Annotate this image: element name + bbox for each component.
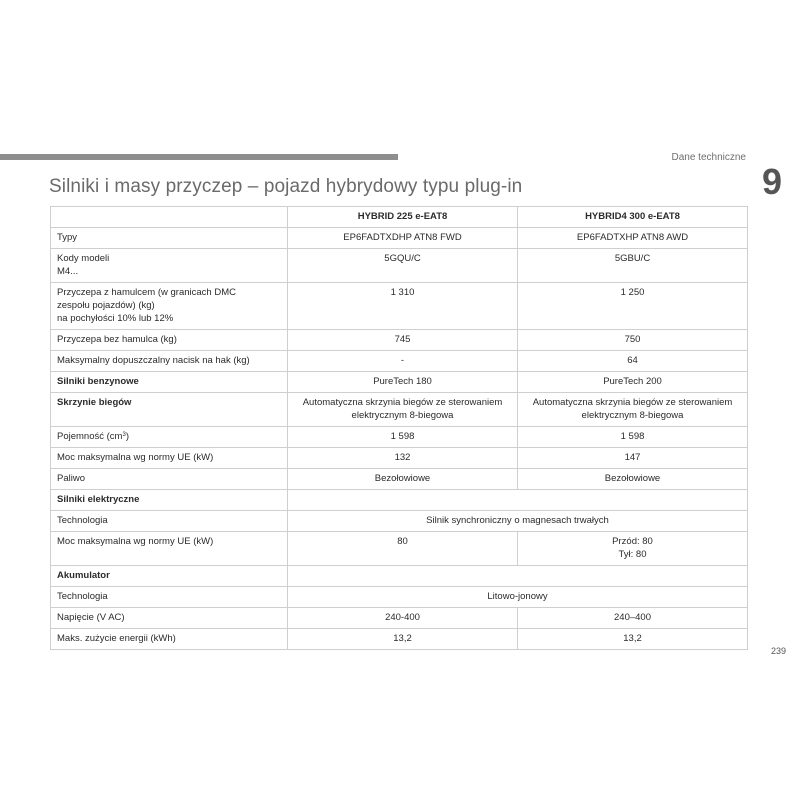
cell-value bbox=[288, 393, 518, 427]
cell-value: 240-400 bbox=[288, 608, 518, 629]
table-row bbox=[51, 608, 748, 629]
table-row bbox=[51, 629, 748, 650]
row-label bbox=[51, 427, 288, 448]
cell-value: EP6FADTXDHP ATN8 FWD bbox=[288, 228, 518, 249]
cell-value-line: Tył: 80 bbox=[618, 549, 647, 560]
table-row bbox=[51, 228, 748, 249]
table-row bbox=[51, 427, 748, 448]
table-section-row bbox=[51, 566, 748, 587]
cell-value: Bezołowiowe bbox=[288, 469, 518, 490]
section-heading: Silniki elektryczne bbox=[51, 490, 288, 511]
row-label-line: zespołu pojazdów) (kg) bbox=[57, 300, 155, 311]
table-row bbox=[51, 351, 748, 372]
cell-value: 745 bbox=[288, 330, 518, 351]
empty-cell bbox=[288, 566, 748, 587]
table-row bbox=[51, 587, 748, 608]
table-row bbox=[51, 330, 748, 351]
cell-value: 64 bbox=[518, 351, 748, 372]
cell-value: 13,2 bbox=[518, 629, 748, 650]
superscript: 3 bbox=[122, 432, 126, 438]
header-cell-hybrid4-300: HYBRID4 300 e-EAT8 bbox=[518, 207, 748, 228]
chapter-number: 9 bbox=[761, 161, 782, 202]
cell-value: - bbox=[288, 351, 518, 372]
row-label-line: Przyczepa z hamulcem (w granicach DMC bbox=[57, 287, 236, 298]
row-label-line: M4... bbox=[57, 266, 79, 277]
table-row bbox=[51, 511, 748, 532]
row-label-line: na pochyłości 10% lub 12% bbox=[57, 313, 174, 324]
cell-value-line: elektrycznym 8-biegowa bbox=[351, 410, 454, 421]
row-label: Przyczepa bez hamulca (kg) bbox=[51, 330, 288, 351]
table-row bbox=[51, 532, 748, 566]
cell-value bbox=[518, 393, 748, 427]
cell-value: 240–400 bbox=[518, 608, 748, 629]
row-label: Napięcie (V AC) bbox=[51, 608, 288, 629]
table-row bbox=[51, 448, 748, 469]
cell-value: 132 bbox=[288, 448, 518, 469]
row-label bbox=[51, 283, 288, 330]
cell-value: 147 bbox=[518, 448, 748, 469]
header-rule bbox=[0, 154, 398, 160]
cell-value: PureTech 200 bbox=[518, 372, 748, 393]
cell-value: 1 310 bbox=[288, 283, 518, 330]
cell-value-line: elektrycznym 8-biegowa bbox=[581, 410, 684, 421]
cell-value: 1 598 bbox=[518, 427, 748, 448]
row-label: Silniki benzynowe bbox=[51, 372, 288, 393]
cell-value: Bezołowiowe bbox=[518, 469, 748, 490]
row-label: Skrzynie biegów bbox=[51, 393, 288, 427]
cell-value-line: Automatyczna skrzynia biegów ze sterowaniem bbox=[302, 397, 503, 408]
header-cell-empty bbox=[51, 207, 288, 228]
section-heading: Akumulator bbox=[51, 566, 288, 587]
cell-value: EP6FADTXHP ATN8 AWD bbox=[518, 228, 748, 249]
header-cell-hybrid225: HYBRID 225 e-EAT8 bbox=[288, 207, 518, 228]
cell-value: 1 598 bbox=[288, 427, 518, 448]
table-header-row bbox=[51, 207, 748, 228]
table-row bbox=[51, 393, 748, 427]
row-label: Paliwo bbox=[51, 469, 288, 490]
cell-value: 5GQU/C bbox=[288, 249, 518, 283]
page-title: Silniki i masy przyczep – pojazd hybrydowy typu plug-in bbox=[49, 176, 523, 197]
section-label: Dane techniczne bbox=[671, 152, 746, 163]
table-row bbox=[51, 372, 748, 393]
empty-cell bbox=[288, 490, 748, 511]
row-label bbox=[51, 249, 288, 283]
table-row bbox=[51, 283, 748, 330]
cell-value-merged: Litowo-jonowy bbox=[288, 587, 748, 608]
cell-value: 5GBU/C bbox=[518, 249, 748, 283]
row-label-line: Kody modeli bbox=[57, 253, 110, 264]
row-label: Typy bbox=[51, 228, 288, 249]
row-label-text: Pojemność (cm bbox=[57, 431, 123, 442]
spec-table bbox=[50, 206, 748, 650]
table-row bbox=[51, 469, 748, 490]
cell-value bbox=[518, 532, 748, 566]
page-number: 239 bbox=[770, 646, 786, 656]
cell-value: 1 250 bbox=[518, 283, 748, 330]
cell-value: PureTech 180 bbox=[288, 372, 518, 393]
row-label: Technologia bbox=[51, 587, 288, 608]
row-label: Maksymalny dopuszczalny nacisk na hak (kg) bbox=[51, 351, 288, 372]
row-label: Technologia bbox=[51, 511, 288, 532]
row-label: Moc maksymalna wg normy UE (kW) bbox=[51, 532, 288, 566]
cell-value: 13,2 bbox=[288, 629, 518, 650]
cell-value: 80 bbox=[288, 532, 518, 566]
table-row bbox=[51, 249, 748, 283]
row-label: Maks. zużycie energii (kWh) bbox=[51, 629, 288, 650]
row-label-text-end: ) bbox=[125, 431, 129, 442]
cell-value: 750 bbox=[518, 330, 748, 351]
cell-value-merged: Silnik synchroniczny o magnesach trwałych bbox=[288, 511, 748, 532]
table-section-row bbox=[51, 490, 748, 511]
cell-value-line: Automatyczna skrzynia biegów ze sterowaniem bbox=[532, 397, 733, 408]
row-label: Moc maksymalna wg normy UE (kW) bbox=[51, 448, 288, 469]
cell-value-line: Przód: 80 bbox=[612, 536, 653, 547]
